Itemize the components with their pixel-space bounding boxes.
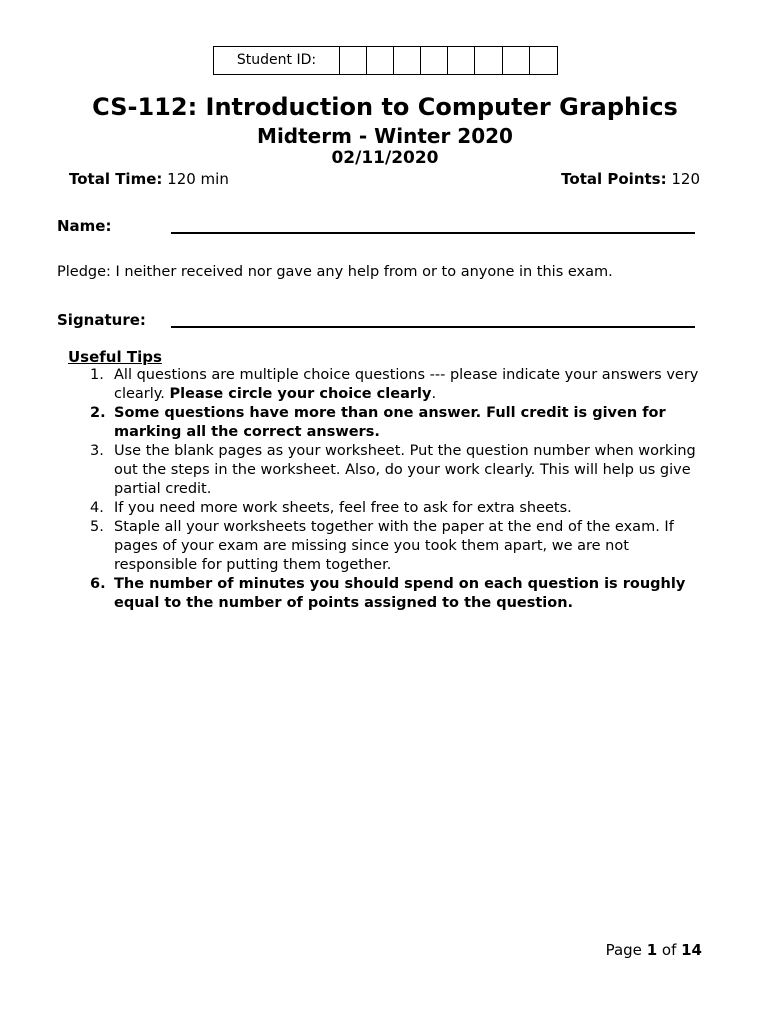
name-label: Name:	[57, 217, 112, 235]
tip-text	[114, 366, 700, 404]
total-time	[69, 170, 229, 188]
tip-number: 2.	[90, 405, 106, 421]
total-points-label: Total Points:	[561, 170, 667, 188]
tip-text: If you need more work sheets, feel free to ask for extra sheets.	[114, 500, 572, 516]
list-item	[90, 366, 700, 404]
list-item	[90, 499, 700, 518]
student-id-label: Student ID:	[214, 47, 340, 74]
student-id-cell[interactable]	[503, 47, 530, 74]
of-word: of	[657, 941, 682, 959]
tip-text: Staple all your worksheets together with the paper at the end of the exam. If pages of your exam are missing since you took them apart, we are not responsible for putting them together.	[114, 519, 674, 573]
name-field[interactable]	[171, 232, 695, 234]
page-word: Page	[605, 941, 647, 959]
student-id-cell[interactable]	[421, 47, 448, 74]
student-id-cell[interactable]	[475, 47, 502, 74]
tip-text: Some questions have more than one answer. Full credit is given for marking all the correct answers.	[114, 405, 666, 440]
tip-number: 5.	[90, 519, 104, 535]
student-id-cell[interactable]	[367, 47, 394, 74]
tips-heading: Useful Tips	[68, 348, 162, 366]
student-id-cell[interactable]	[530, 47, 557, 74]
total-points	[561, 170, 700, 188]
exam-date: 02/11/2020	[331, 148, 439, 168]
student-id-cell[interactable]	[340, 47, 367, 74]
exam-title: CS-112: Introduction to Computer Graphics	[92, 93, 678, 121]
page-number	[606, 941, 702, 959]
student-id-box	[213, 46, 558, 75]
total-points-value: 120	[666, 170, 700, 188]
tip-text: Use the blank pages as your worksheet. Put the question number when working out the steps in the worksheet. Also, do your work clearly. This will help us give partial credit.	[114, 443, 696, 497]
page-total: 14	[681, 941, 702, 959]
total-time-label: Total Time:	[69, 170, 163, 188]
list-item	[90, 442, 700, 499]
list-item	[90, 518, 700, 575]
tip-number: 6.	[90, 576, 106, 592]
tip-text-part: All questions are multiple choice questions --- please indicate your answers very clearly.	[114, 367, 699, 402]
tip-number: 4.	[90, 500, 104, 516]
exam-subtitle: Midterm - Winter 2020	[257, 124, 513, 148]
page-current: 1	[646, 941, 658, 959]
tip-text: The number of minutes you should spend on each question is roughly equal to the number of points assigned to the question.	[114, 576, 686, 611]
total-time-value: 120 min	[162, 170, 229, 188]
list-item	[90, 404, 700, 442]
list-item	[90, 575, 700, 613]
student-id-cell[interactable]	[448, 47, 475, 74]
signature-label: Signature:	[57, 311, 146, 329]
tips-list	[90, 366, 700, 613]
signature-field[interactable]	[171, 326, 695, 328]
tip-text-part: .	[431, 386, 437, 402]
student-id-cell[interactable]	[394, 47, 421, 74]
pledge-text: Pledge: I neither received nor gave any help from or to anyone in this exam.	[57, 264, 613, 280]
tip-number: 3.	[90, 443, 104, 459]
tip-text-emphasis: Please circle your choice clearly	[169, 386, 432, 402]
tip-number: 1.	[90, 367, 104, 383]
